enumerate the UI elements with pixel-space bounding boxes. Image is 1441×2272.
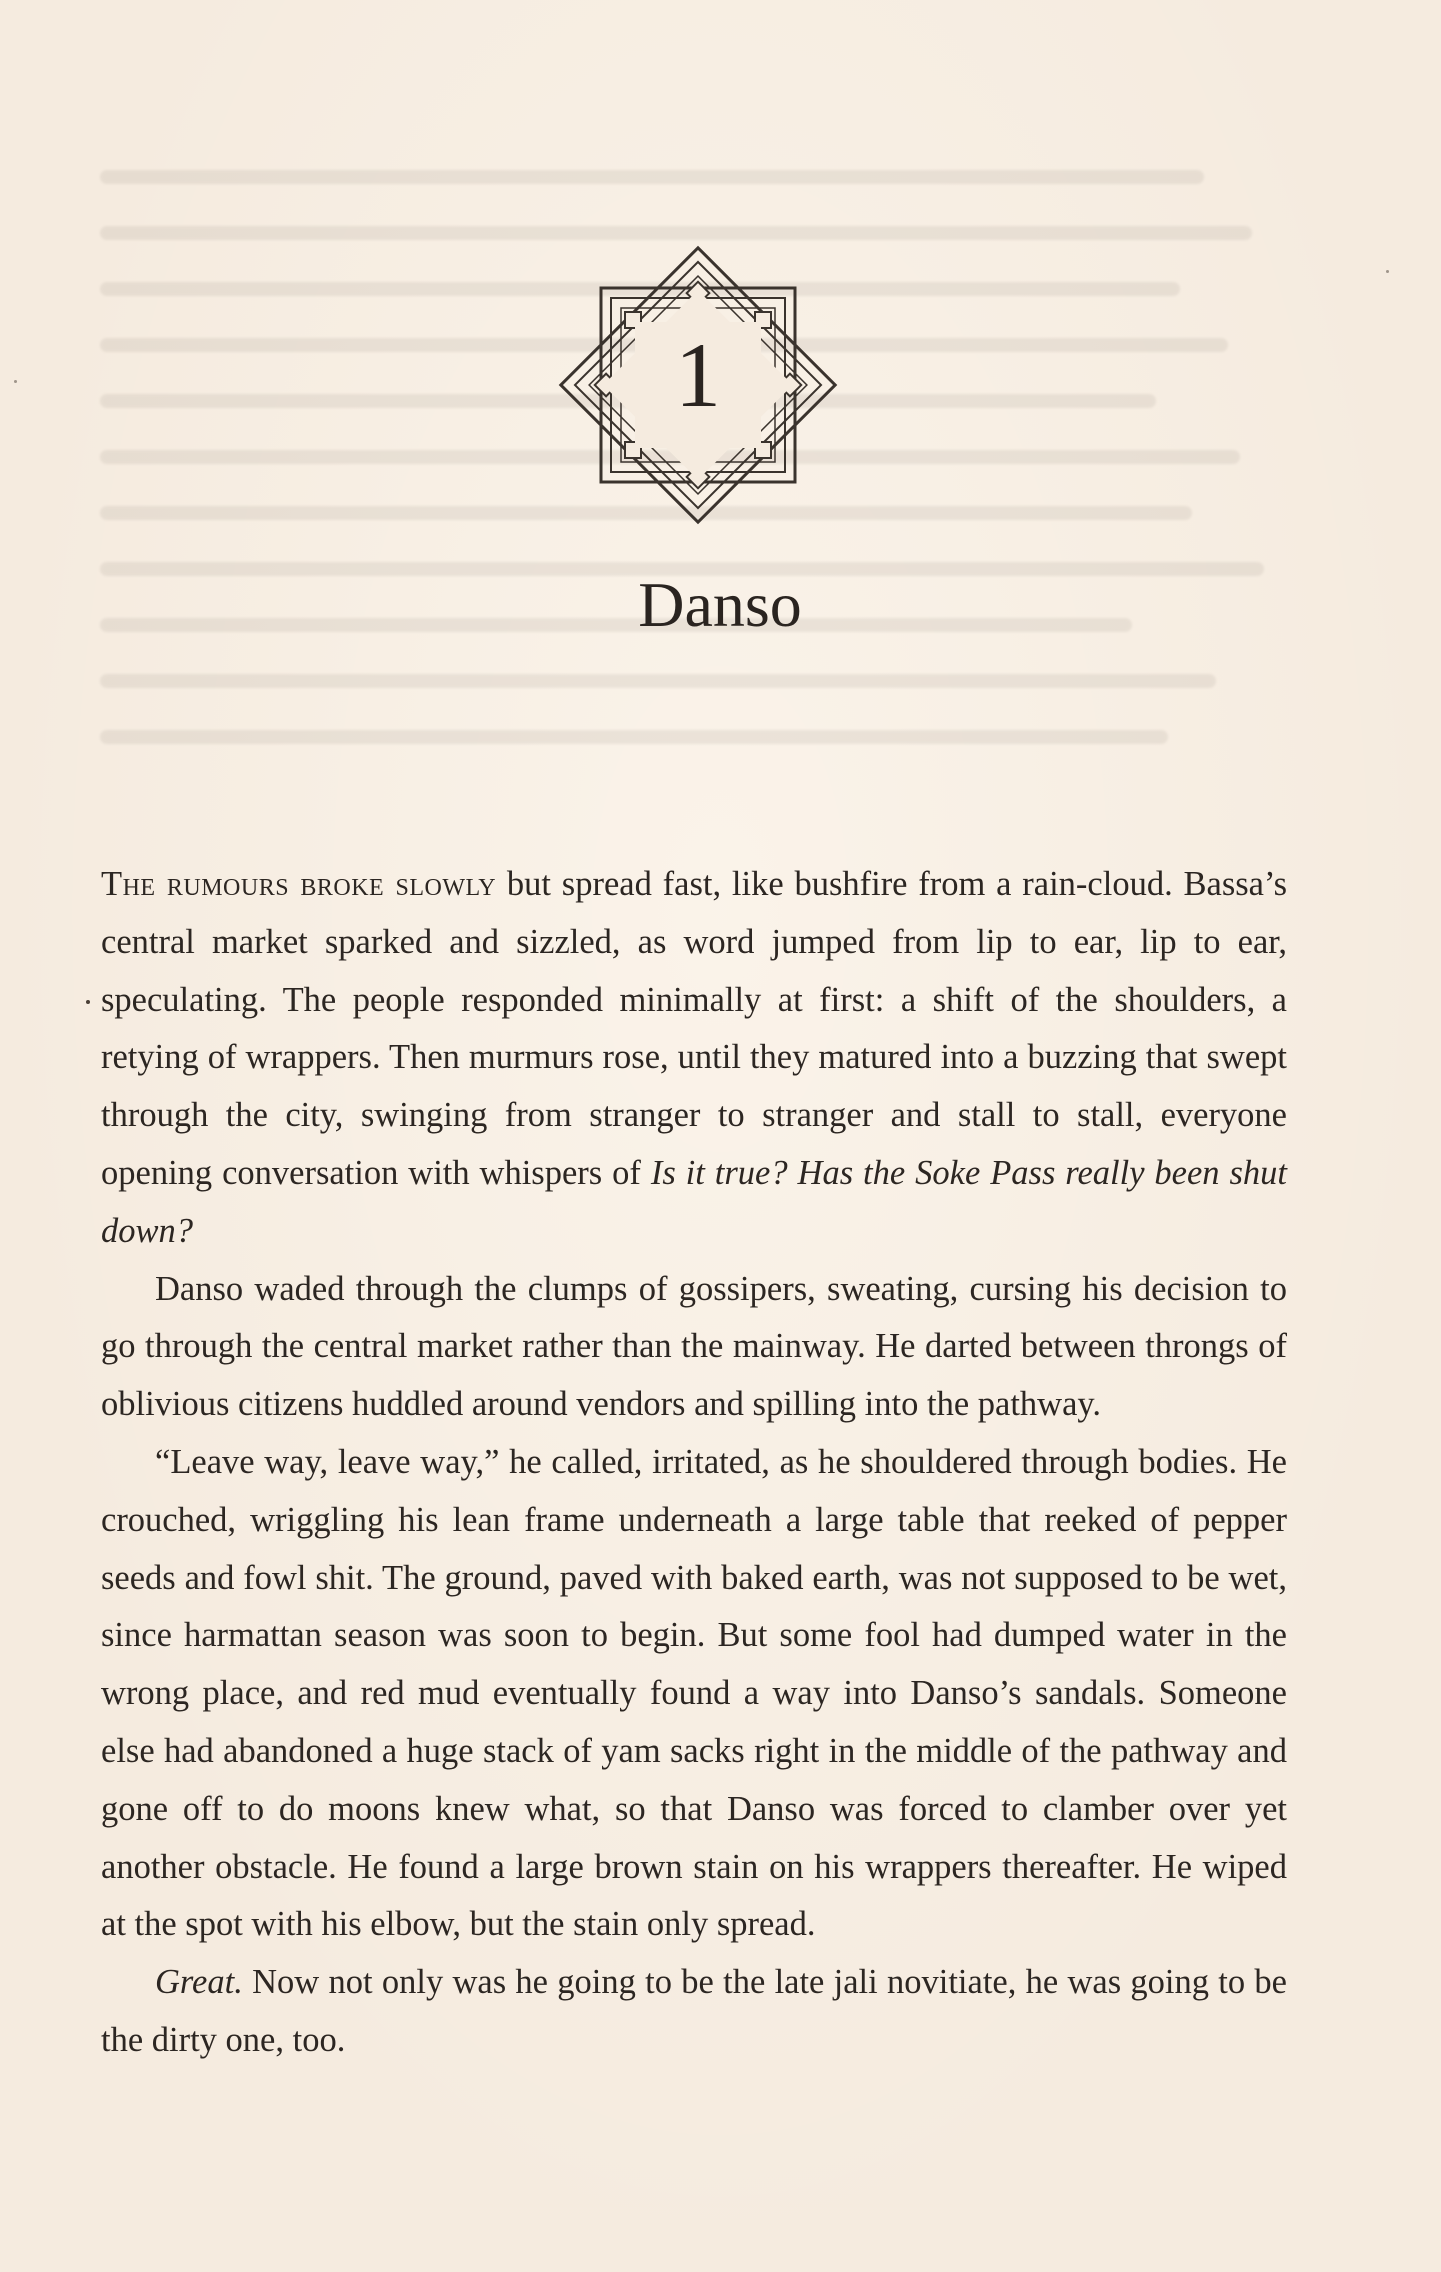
- lead-in: The rumours broke slowly: [101, 865, 497, 903]
- print-speck: [14, 380, 17, 383]
- chapter-body: [101, 856, 1287, 2070]
- paragraph: “Leave way, leave way,” he called, irritated, as he shouldered through bodies. He crouched, wriggling his lean frame underneath a large table that reeked of pepper seeds and fowl shit. The ground, paved with baked earth, was not supposed to be wet, since harmattan season was soon to begin. But some fool had dumped water in the wrong place, and red mud eventually found a way into Danso’s sandals. Someone else had abandoned a huge stack of yam sacks right in the middle of the pathway and gone off to do moons knew what, so that Danso was forced to clamber over yet another obstacle. He found a large brown stain on his wrappers thereafter. He wiped at the spot with his elbow, but the stain only spread.: [101, 1442, 1287, 1944]
- paragraph-text: but spread fast, like bushfire from a rain-cloud. Bassa’s central market sparked and sizzled, as word jumped from lip to ear, lip to ear, speculating. The people responded minimally at first: a shift of the shoulders, a retying of wrappers. Then murmurs rose, until they matured into a buzzing that swept through the city, swinging from stranger to stranger and stall to stall, everyone opening conversation with whispers of: [101, 865, 1287, 1192]
- paragraph-text: Now not only was he going to be the late jali novitiate, he was going to be the dirty one, too.: [101, 1963, 1287, 2059]
- paragraph: [101, 1954, 1287, 2070]
- print-speck: [1386, 270, 1389, 273]
- chapter-number: 1: [675, 324, 721, 426]
- chapter-title: Danso: [638, 569, 802, 640]
- print-speck: [86, 1000, 90, 1004]
- paragraph: [101, 856, 1287, 1261]
- italic-text: Great.: [155, 1963, 243, 2002]
- italic-text: Is it true? Has the Soke Pass really been shut down?: [101, 1153, 1288, 1250]
- paragraph: Danso waded through the clumps of gossipers, sweating, cursing his decision to go through the central market rather than the mainway. He darted between throngs of oblivious citizens huddled around vendors and spilling into the pathway.: [101, 1269, 1287, 1424]
